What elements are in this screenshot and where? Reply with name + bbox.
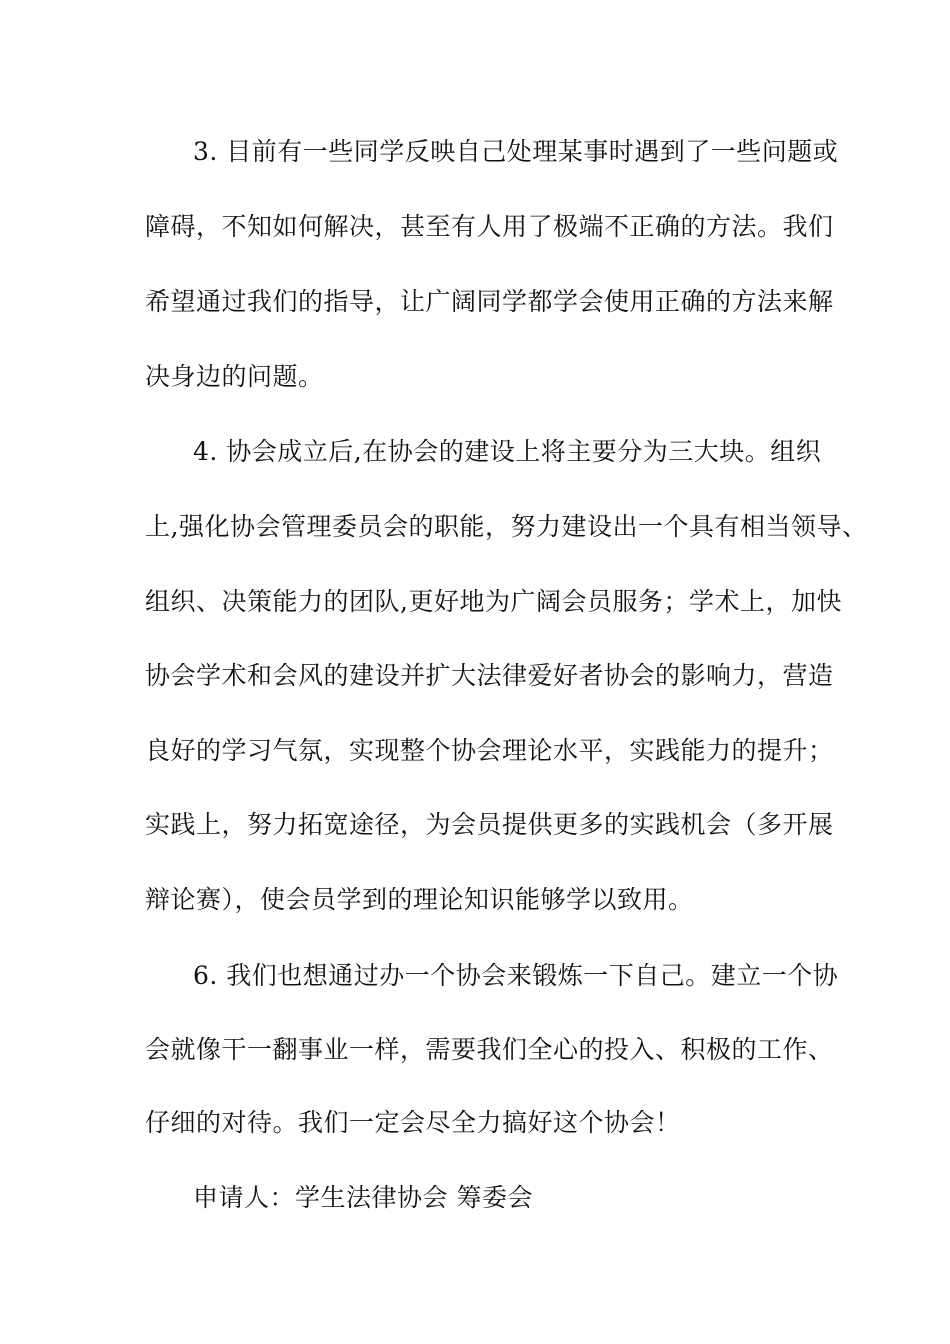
- paragraph-4-line-3: 组织、决策能力的团队,更好地为广阔会员服务；学术上，加快: [145, 587, 842, 616]
- paragraph-4-line-6: 实践上，努力拓宽途径，为会员提供更多的实践机会（多开展: [145, 810, 834, 839]
- paragraph-4-line-5: 良好的学习气氛，实现整个协会理论水平，实践能力的提升；: [145, 736, 834, 765]
- paragraph-6-line-2: 会就像干一翻事业一样，需要我们全心的投入、积极的工作、: [145, 1035, 834, 1064]
- paragraph-6-line-1: 6. 我们也想通过办一个协会来锻炼一下自己。建立一个协: [193, 961, 839, 990]
- paragraph-4-line-7: 辩论赛），使会员学到的理论知识能够学以致用。: [145, 885, 694, 914]
- paragraph-3-line-4: 决身边的问题。: [145, 362, 324, 391]
- signature-line: 申请人：学生法律协会 筹委会: [193, 1183, 533, 1212]
- paragraph-3-line-3: 希望通过我们的指导，让广阔同学都学会使用正确的方法来解: [145, 287, 834, 316]
- paragraph-4-line-4: 协会学术和会风的建设并扩大法律爱好者协会的影响力，营造: [145, 661, 834, 690]
- paragraph-4-line-2: 上,强化协会管理委员会的职能，努力建设出一个具有相当领导、: [145, 512, 868, 541]
- paragraph-3-line-2: 障碍，不知如何解决，甚至有人用了极端不正确的方法。我们: [145, 212, 834, 241]
- paragraph-3-line-1: 3. 目前有一些同学反映自己处理某事时遇到了一些问题或: [193, 137, 839, 166]
- paragraph-4-line-1: 4. 协会成立后,在协会的建设上将主要分为三大块。组织: [193, 437, 822, 466]
- paragraph-6-line-3: 仔细的对待。我们一定会尽全力搞好这个协会！: [145, 1108, 681, 1137]
